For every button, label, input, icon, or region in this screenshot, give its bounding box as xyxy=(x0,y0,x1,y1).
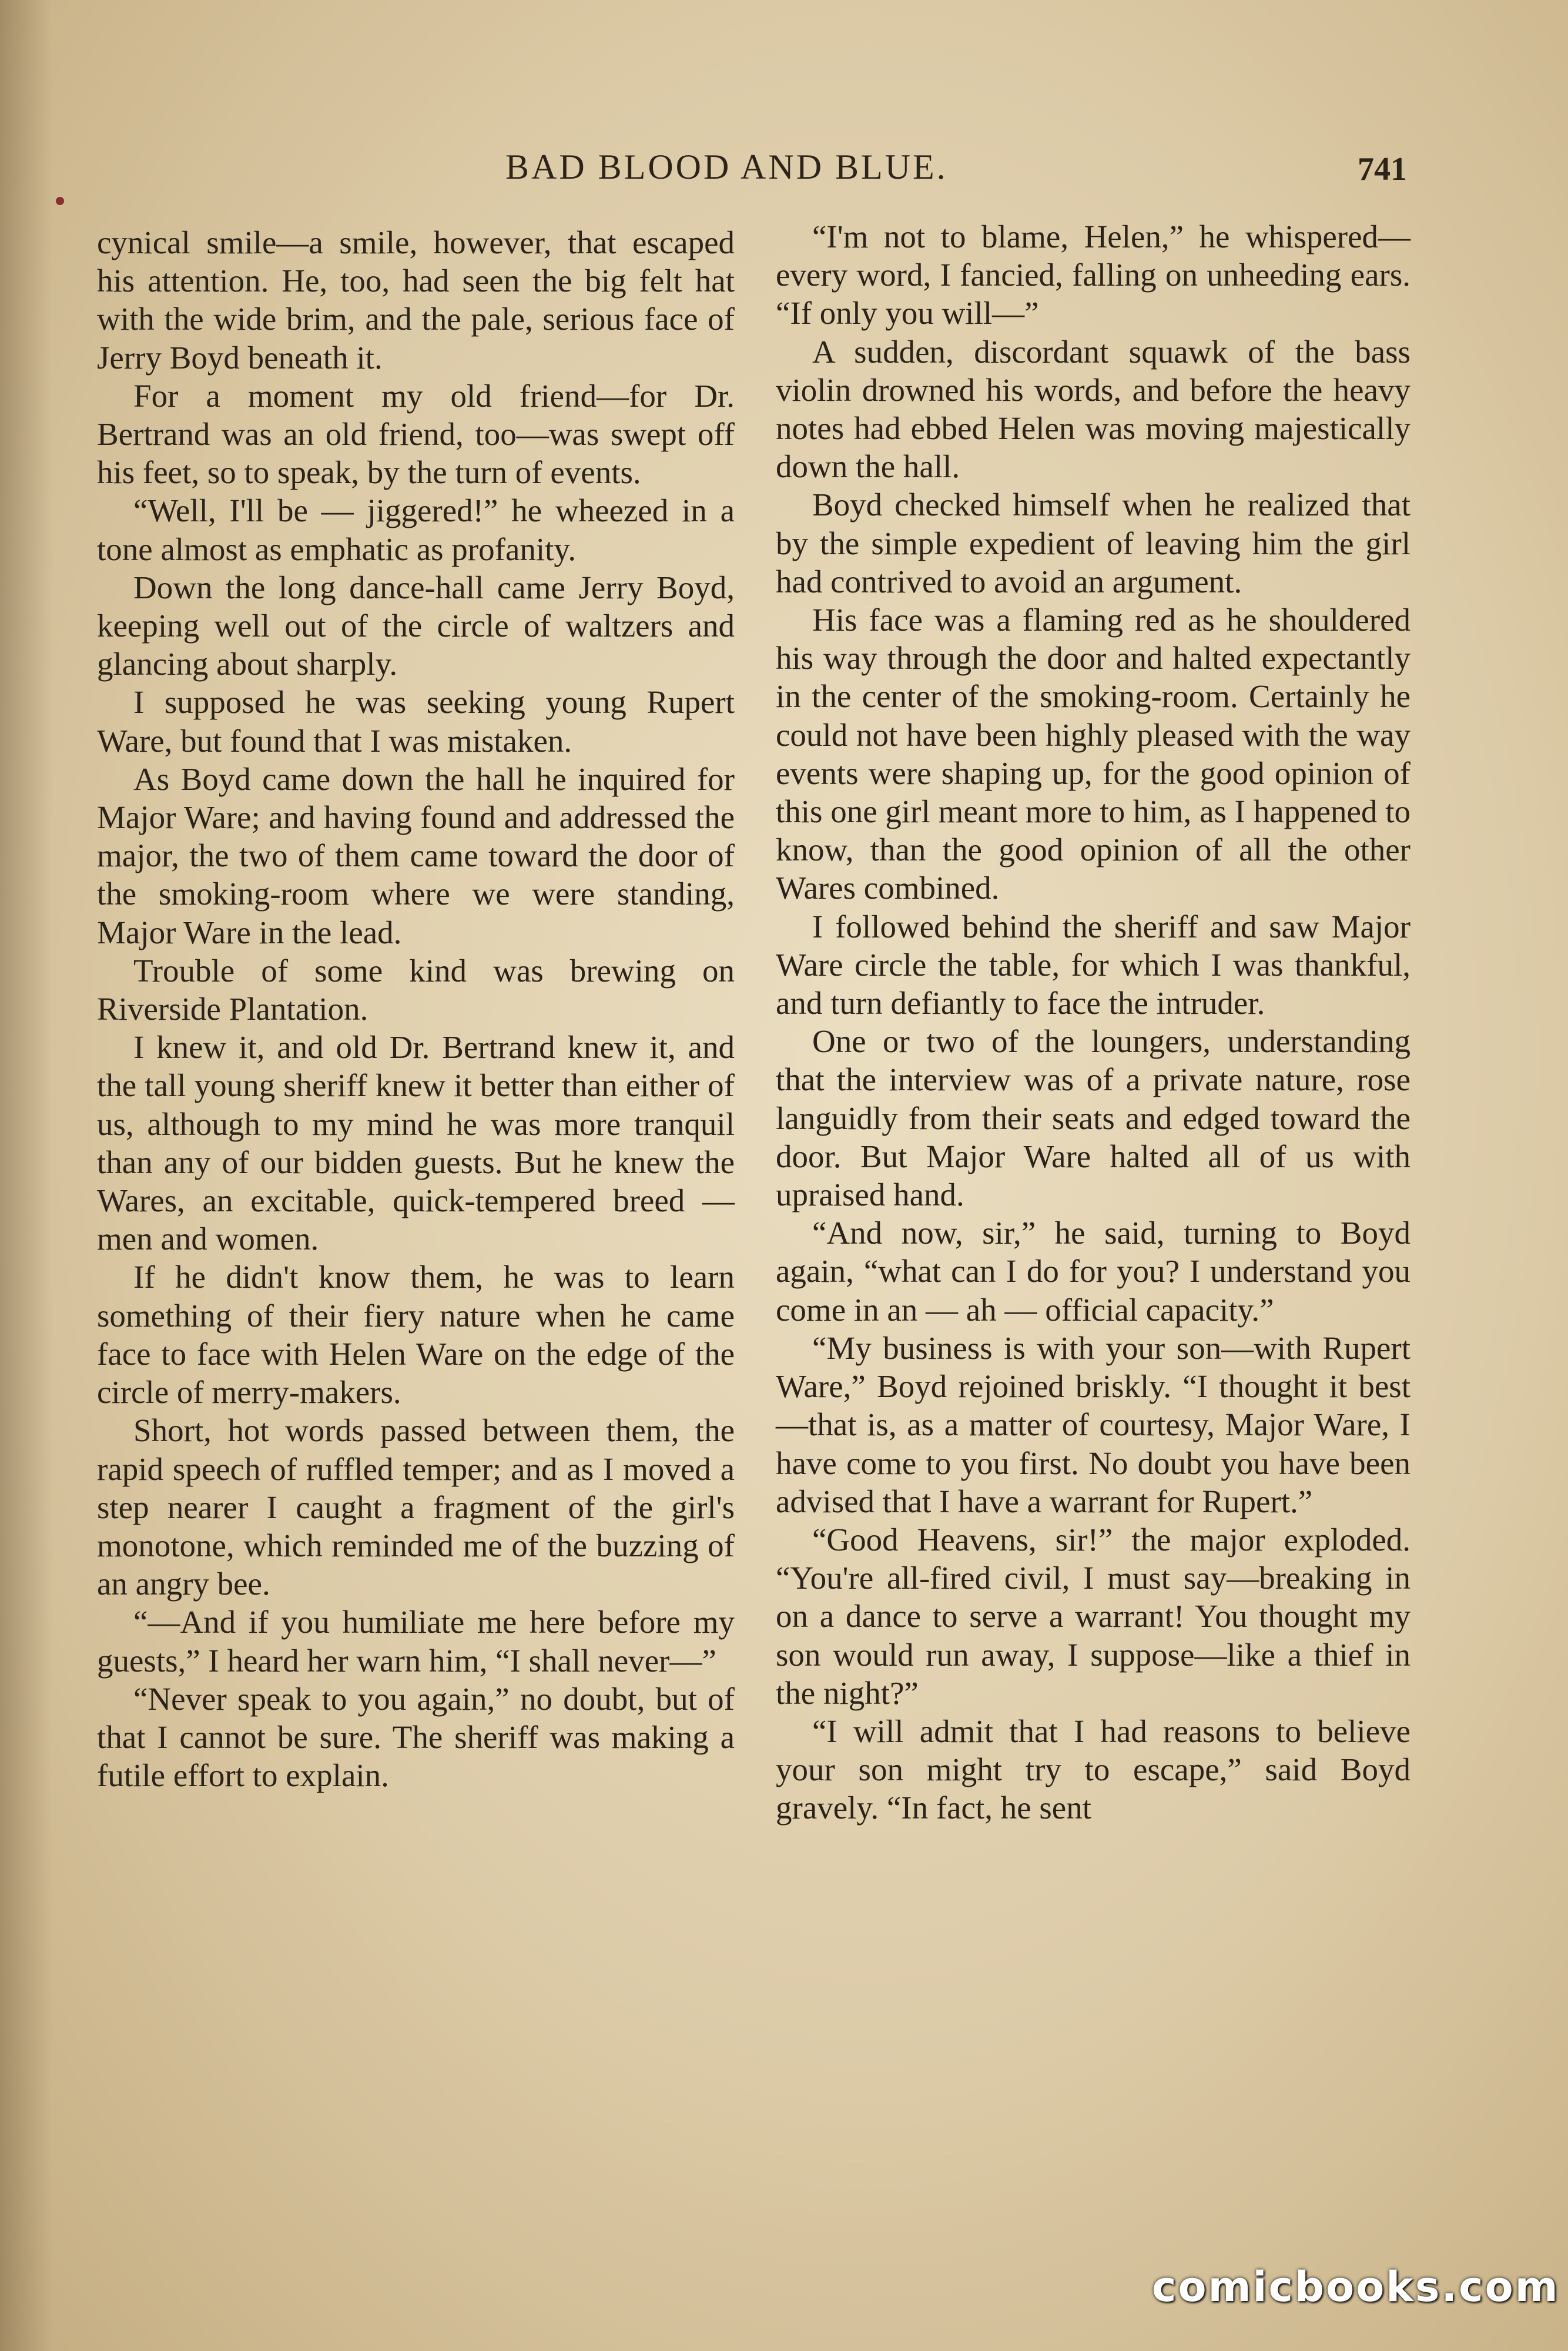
paragraph: Short, hot words passed between them, the rapid speech of ruffled temper; and as I moved a step nearer I caught a fragment of the girl's monotone, which reminded me of the buzzing of an angry bee. xyxy=(97,1412,735,1602)
paragraph: “Never speak to you again,” no doubt, but of that I cannot be sure. The sheriff was making a futile effort to explain. xyxy=(97,1680,735,1794)
right-column xyxy=(776,217,1410,1827)
paragraph: His face was a flaming red as he shouldered his way through the door and halted expectantly in the center of the smoking-room. Certainly he could not have been highly pleased with the way events were shaping up, for the good opinion of this one girl meant more to him, as I happened to know, than the good opinion of all the other Wares combined. xyxy=(776,602,1410,906)
paragraph: “And now, sir,” he said, turning to Boyd again, “what can I do for you? I understand you come in an — ah — official capacity.” xyxy=(776,1215,1410,1328)
paragraph: “I will admit that I had reasons to believe your son might try to escape,” said Boyd gravely. “In fact, he sent xyxy=(776,1713,1410,1826)
paragraph: I followed behind the sheriff and saw Major Ware circle the table, for which I was thankful, and turn defiantly to face the intruder. xyxy=(776,908,1410,1022)
page-header xyxy=(0,147,1568,200)
paragraph: If he didn't know them, he was to learn something of their fiery nature when he came face to face with Helen Ware on the edge of the circle of merry-makers. xyxy=(97,1259,735,1411)
paragraph: “I'm not to blame, Helen,” he whispered—every word, I fancied, falling on unheeding ears. “If only you will—” xyxy=(776,219,1410,331)
paragraph: As Boyd came down the hall he inquired for Major Ware; and having found and addressed the major, the two of them came toward the door of the smoking-room where we were standing, Major Ware in the lead. xyxy=(97,761,735,950)
paragraph: Trouble of some kind was brewing on Riverside Plantation. xyxy=(97,952,735,1027)
paragraph: Down the long dance-hall came Jerry Boyd, keeping well out of the circle of waltzers and glancing about sharply. xyxy=(97,569,735,682)
paragraph: A sudden, discordant squawk of the bass violin drowned his words, and before the heavy notes had ebbed Helen was moving majestically down the hall. xyxy=(776,333,1410,485)
paragraph: cynical smile—a smile, however, that escaped his attention. He, too, had seen the big felt hat with the wide brim, and the pale, serious face of Jerry Boyd beneath it. xyxy=(97,225,735,376)
paragraph: For a moment my old friend—for Dr. Bertrand was an old friend, too—was swept off his feet, so to speak, by the turn of events. xyxy=(97,377,735,491)
paragraph: “Well, I'll be — jiggered!” he wheezed in a tone almost as emphatic as profanity. xyxy=(97,493,735,567)
site-watermark: comicbooks.com xyxy=(1152,2263,1560,2311)
paragraph: I knew it, and old Dr. Bertrand knew it, and the tall young sheriff knew it better than either of us, although to my mind he was more tranquil than any of our bidden guests. But he knew the Wares, an excitable, quick-tempered breed — men and women. xyxy=(97,1029,735,1257)
left-column xyxy=(97,223,735,1794)
paragraph: One or two of the loungers, understanding that the interview was of a private nature, rose languidly from their seats and edged toward the door. But Major Ware halted all of us with upraised hand. xyxy=(776,1023,1410,1213)
paragraph: Boyd checked himself when he realized that by the simple expedient of leaving him the girl had contrived to avoid an argument. xyxy=(776,487,1410,600)
paragraph: “My business is with your son—with Rupert Ware,” Boyd rejoined briskly. “I thought it best—that is, as a matter of courtesy, Major Ware, I have come to you first. No doubt you have been advised that I have a warrant for Rupert.” xyxy=(776,1329,1410,1519)
page-number: 741 xyxy=(1358,151,1407,187)
running-title: BAD BLOOD AND BLUE. xyxy=(505,148,948,186)
paragraph: “—And if you humiliate me here before my guests,” I heard her warn him, “I shall never—” xyxy=(97,1604,735,1679)
page-edge-shadow xyxy=(0,0,53,2351)
paragraph: “Good Heavens, sir!” the major exploded. “You're all-fired civil, I must say—breaking in on a dance to serve a warrant! You thought my son would run away, I suppose—like a thief in the night?” xyxy=(776,1521,1410,1711)
paragraph: I supposed he was seeking young Rupert Ware, but found that I was mistaken. xyxy=(97,684,735,759)
